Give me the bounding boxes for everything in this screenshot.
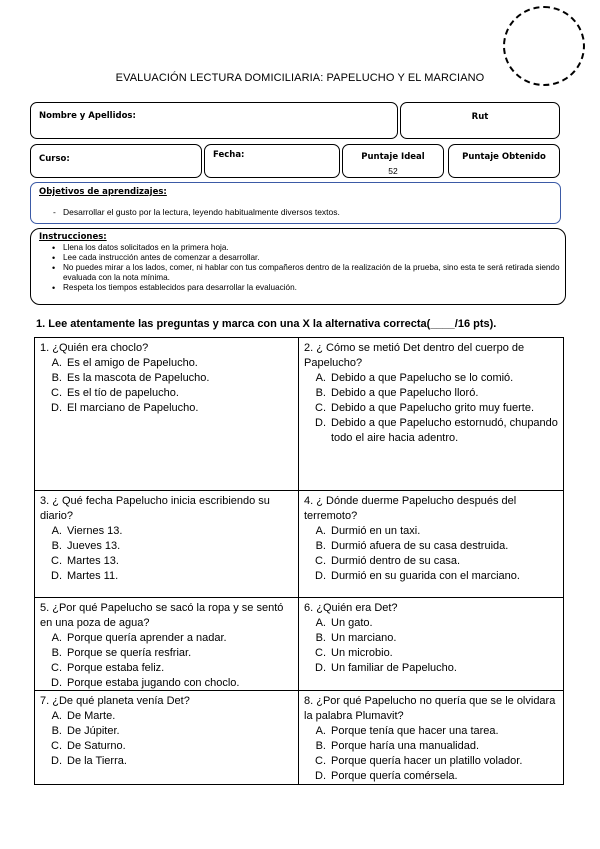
question-cell: [40, 601, 294, 691]
question-text: 7. ¿De qué planeta venía Det?: [40, 695, 190, 707]
option[interactable]: C. Debido a que Papelucho grito muy fuerte.: [315, 402, 535, 414]
question-cell: [304, 341, 558, 446]
questions-table: [34, 337, 564, 785]
option[interactable]: D. Porque quería comérsela.: [315, 770, 458, 782]
objetivos-heading: Objetivos de aprendizajes:: [39, 187, 167, 197]
nombre-field[interactable]: [30, 102, 398, 139]
section-heading: 1. Lee atentamente las preguntas y marca con una X la alternativa correcta(____/16 pts).: [36, 318, 497, 330]
puntaje-ideal-value: 52: [388, 166, 398, 176]
instrucciones-list: [63, 243, 563, 293]
option[interactable]: B. Debido a que Papelucho lloró.: [315, 387, 479, 399]
puntaje-ideal-box: [342, 144, 444, 178]
objetivos-item: - Desarrollar el gusto por la lectura, leyendo habitualmente diversos textos.: [63, 207, 340, 217]
question-cell: [40, 694, 294, 769]
puntaje-obtenido-field[interactable]: [448, 144, 560, 178]
option[interactable]: A. Es el amigo de Papelucho.: [51, 357, 198, 369]
question-cell: [40, 494, 294, 584]
option[interactable]: D. Porque estaba jugando con choclo.: [51, 677, 240, 689]
option[interactable]: A. Porque tenía que hacer una tarea.: [315, 725, 499, 737]
question-text: 1. ¿Quién era choclo?: [40, 342, 149, 354]
option[interactable]: D. Martes 11.: [51, 570, 119, 582]
option[interactable]: B. Jueves 13.: [51, 540, 121, 552]
instruccion-item: • Lee cada instrucción antes de comenzar a desarrollar.: [63, 253, 563, 263]
puntaje-obtenido-label: Puntaje Obtenido: [462, 152, 546, 162]
fecha-field[interactable]: [204, 144, 340, 178]
option[interactable]: D. De la Tierra.: [51, 755, 127, 767]
option[interactable]: A. Porque quería aprender a nadar.: [51, 632, 227, 644]
question-cell: [304, 601, 558, 676]
question-text: 8. ¿Por qué Papelucho no quería que se le olvidara la palabra Plumavit?: [304, 695, 556, 722]
curso-label: Curso:: [39, 154, 70, 164]
nombre-label: Nombre y Apellidos:: [39, 111, 136, 121]
question-text: 2. ¿ Cómo se metió Det dentro del cuerpo de Papelucho?: [304, 342, 525, 369]
question-text: 4. ¿ Dónde duerme Papelucho después del terremoto?: [304, 495, 517, 522]
page-title: EVALUACIÓN LECTURA DOMICILIARIA: PAPELUCHO Y EL MARCIANO: [115, 72, 485, 84]
option[interactable]: B. De Júpiter.: [51, 725, 120, 737]
question-text: 6. ¿Quién era Det?: [304, 602, 398, 614]
instruccion-item: • Llena los datos solicitados en la primera hoja.: [63, 243, 563, 253]
option[interactable]: C. Porque quería hacer un platillo volador.: [315, 755, 523, 767]
option[interactable]: A. Viernes 13.: [51, 525, 123, 537]
option[interactable]: C. Un microbio.: [315, 647, 393, 659]
curso-field[interactable]: [30, 144, 202, 178]
instruccion-item: • Respeta los tiempos establecidos para desarrollar la evaluación.: [63, 283, 563, 293]
rut-field[interactable]: [400, 102, 560, 139]
objetivos-box: [30, 182, 561, 224]
fecha-label: Fecha:: [213, 150, 245, 160]
option[interactable]: A. Durmió en un taxi.: [315, 525, 421, 537]
option[interactable]: D. El marciano de Papelucho.: [51, 402, 199, 414]
option[interactable]: A. Un gato.: [315, 617, 373, 629]
option[interactable]: B. Durmió afuera de su casa destruida.: [315, 540, 509, 552]
option[interactable]: B. Porque haría una manualidad.: [315, 740, 479, 752]
instrucciones-box: [30, 228, 566, 305]
option[interactable]: A. Debido a que Papelucho se lo comió.: [315, 372, 514, 384]
option[interactable]: B. Es la mascota de Papelucho.: [51, 372, 210, 384]
question-text: 3. ¿ Qué fecha Papelucho inicia escribiendo su diario?: [40, 495, 270, 522]
option[interactable]: D. Un familiar de Papelucho.: [315, 662, 457, 674]
option[interactable]: D. Debido a que Papelucho estornudó, chupando todo el aire hacia adentro.: [315, 417, 558, 444]
question-cell: [304, 694, 558, 784]
option[interactable]: C. Martes 13.: [51, 555, 119, 567]
instruccion-item: • No puedes mirar a los lados, comer, ni hablar con tus compañeros dentro de la realización de la prueba, sino esta te será retirada siendo evaluada con la nota mínima.: [63, 263, 563, 283]
instrucciones-heading: Instrucciones:: [39, 232, 107, 242]
option[interactable]: C. Porque estaba feliz.: [51, 662, 165, 674]
option[interactable]: C. Durmió dentro de su casa.: [315, 555, 461, 567]
question-cell: [40, 341, 294, 416]
puntaje-ideal-label: Puntaje Ideal: [361, 152, 425, 162]
option[interactable]: B. Un marciano.: [315, 632, 397, 644]
question-cell: [304, 494, 558, 584]
option[interactable]: A. De Marte.: [51, 710, 116, 722]
option[interactable]: C. Es el tío de papelucho.: [51, 387, 179, 399]
option[interactable]: B. Porque se quería resfriar.: [51, 647, 192, 659]
option[interactable]: C. De Saturno.: [51, 740, 126, 752]
option[interactable]: D. Durmió en su guarida con el marciano.: [315, 570, 520, 582]
rut-label: Rut: [471, 112, 489, 122]
question-text: 5. ¿Por qué Papelucho se sacó la ropa y se sentó en una poza de agua?: [40, 602, 284, 629]
